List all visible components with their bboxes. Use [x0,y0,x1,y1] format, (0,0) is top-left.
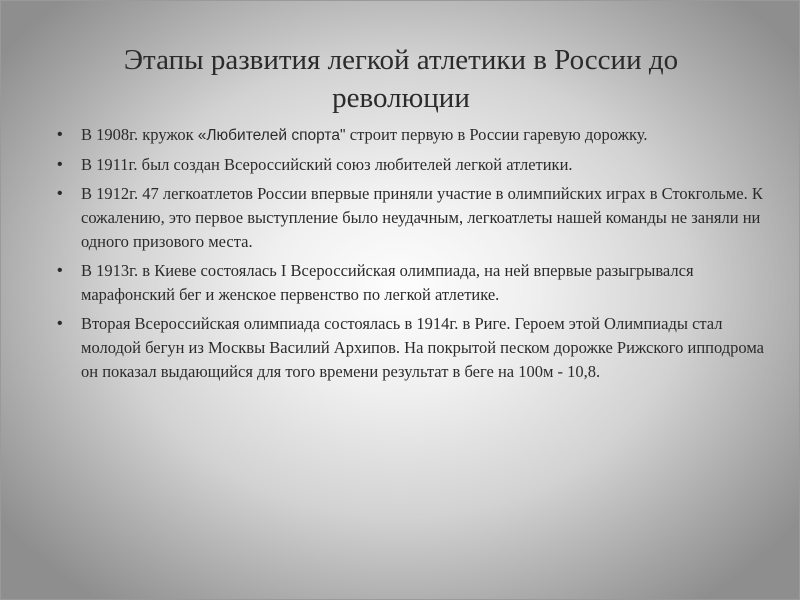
bullet-text: В 1911г. был создан Всероссийский союз любителей легкой атлетики. [81,155,573,174]
bullet-item-1913 [57,259,769,307]
bullet-dot-icon: • [57,126,63,143]
bullet-item-1908 [57,123,769,148]
bullet-item-1914 [57,312,769,384]
bullet-dot-icon: • [57,156,63,173]
bullet-text: Вторая Всероссийская олимпиада состоялась в 1914г. в Риге. Героем этой Олимпиады стал молодой бегун из Москвы Василий Архипов. На покрытой песком дорожке Рижского ипподрома он показал выдающийся для того времени результат в беге на 100м - 10,8. [81,314,765,381]
bullet-dot-icon: • [57,315,63,332]
slide-title: Этапы развития легкой атлетики в России до революции [123,44,679,114]
bullet-text-part: строит первую в России гаревую дорожку. [349,125,648,144]
bullet-item-1912 [57,182,769,254]
bullet-dot-icon: • [57,262,63,279]
bullet-list [57,123,769,389]
bullet-text-part: В 1908г. кружок [81,125,198,144]
bullet-text: В 1912г. 47 легкоатлетов России впервые приняли участие в олимпийских играх в Стокгольме. К сожалению, это первое выступление было неудачным, легкоатлеты нашей команды не заняли ни одного призового места. [81,184,763,251]
bullet-item-1911 [57,153,769,177]
bullet-text: В 1913г. в Киеве состоялась I Всероссийская олимпиада, на ней впервые разыгрывался марафонский бег и женское первенство по легкой атлетике. [81,261,694,304]
bullet-text-part-quoted: «Любителей спорта" [197,127,350,144]
bullet-dot-icon: • [57,185,63,202]
